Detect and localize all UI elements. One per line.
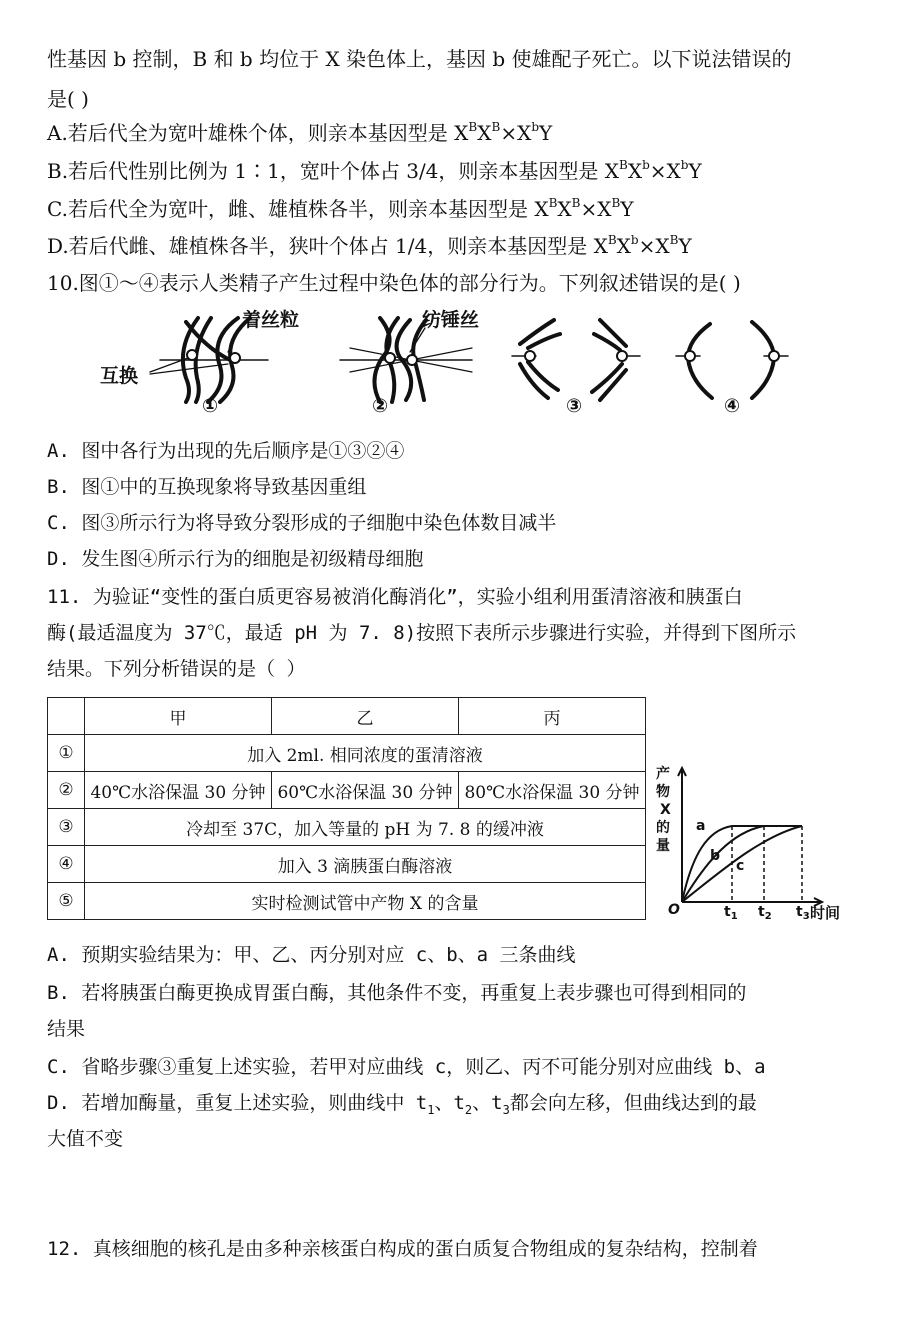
table-row: [48, 735, 646, 772]
y-axis-label-char: 物: [656, 784, 670, 800]
table-row: [48, 846, 646, 883]
q10-option-b: B. 图①中的互换现象将导致基因重组: [47, 476, 367, 498]
step-text: 加入 2ml. 相同浓度的蛋清溶液: [85, 735, 646, 772]
label-centromere: 着丝粒: [242, 309, 300, 331]
label-spindle: 纺锤丝: [422, 309, 480, 331]
step-cell-jia: 40℃水浴保温 30 分钟: [85, 772, 272, 809]
product-amount-graph: [652, 760, 852, 930]
panel-label-3: ③: [566, 395, 583, 417]
x-axis-label: 时间: [810, 904, 841, 922]
table-header-cell: 甲: [85, 698, 272, 735]
q11-option-a: A. 预期实验结果为：甲、乙、丙分别对应 c、b、a 三条曲线: [47, 944, 576, 966]
table-header-row: [48, 698, 646, 735]
y-axis-label-char: 的: [656, 820, 670, 836]
table-header-cell: 丙: [459, 698, 646, 735]
q10-stem: 10.图①～④表示人类精子产生过程中染色体的部分行为。下列叙述错误的是( ): [47, 271, 741, 295]
curve-label-b: b: [710, 848, 721, 864]
tick-t2: $t_2$: [758, 904, 772, 922]
step-cell-yi: 60℃水浴保温 30 分钟: [272, 772, 459, 809]
step-text: 实时检测试管中产物 X 的含量: [85, 883, 646, 920]
q10-option-d: D. 发生图④所示行为的细胞是初级精母细胞: [47, 548, 424, 570]
y-axis-label-char: X: [660, 802, 671, 818]
q9-option-c: C.若后代全为宽叶，雌、雄植株各半，则亲本基因型是 $X^BX^B\times X^BY$: [47, 196, 634, 221]
q11-stem-line-2: 酶(最适温度为 37℃，最适 pH 为 7. 8)按照下表所示步骤进行实验，并得到下图所示: [47, 622, 797, 644]
panel-4-separation-drawing: [676, 322, 788, 398]
q11-option-b-line-2: 结果: [47, 1018, 86, 1040]
q11-stem-line-1: 11. 为验证“变性的蛋白质更容易被消化酶消化”，实验小组利用蛋清溶液和胰蛋白: [47, 586, 743, 608]
table-header-cell: 乙: [272, 698, 459, 735]
step-number: ⑤: [48, 883, 85, 920]
step-text: 冷却至 37C，加入等量的 pH 为 7. 8 的缓冲液: [85, 809, 646, 846]
curve-label-a: a: [696, 818, 706, 834]
table-row: [48, 809, 646, 846]
y-axis-label-char: 产: [656, 766, 670, 782]
step-cell-bing: 80℃水浴保温 30 分钟: [459, 772, 646, 809]
step-number: ④: [48, 846, 85, 883]
q9-option-a: A.若后代全为宽叶雄株个体，则亲本基因型是 $X^BX^B\times X^bY$: [47, 120, 553, 145]
panel-label-2: ②: [372, 395, 389, 417]
q11-option-d-line-1: D. 若增加酶量，重复上述实验，则曲线中 $t_1$、$t_2$、$t_3$都会向左移，但曲线达到的最: [47, 1092, 757, 1117]
table-header-cell: [48, 698, 85, 735]
q9-stem-end: 是( ): [47, 87, 89, 111]
tick-t1: $t_1$: [724, 904, 738, 922]
experiment-steps-table: [47, 697, 646, 920]
q12-stem: 12. 真核细胞的核孔是由多种亲核蛋白构成的蛋白质复合物组成的复杂结构，控制着: [47, 1238, 758, 1260]
step-number: ②: [48, 772, 85, 809]
q10-option-c: C. 图③所示行为将导致分裂形成的子细胞中染色体数目减半: [47, 512, 557, 534]
q9-stem-continuation: 性基因 b 控制，B 和 b 均位于 X 染色体上，基因 b 使雄配子死亡。以下说法错误的: [47, 47, 792, 71]
q11-option-c: C. 省略步骤③重复上述实验，若甲对应曲线 c，则乙、丙不可能分别对应曲线 b、a: [47, 1056, 766, 1078]
tick-t3: $t_3$: [796, 904, 810, 922]
q9-option-d: D.若后代雌、雄植株各半，狭叶个体占 1/4，则亲本基因型是 $X^BX^b\times X^BY$: [47, 233, 692, 258]
curve-label-c: c: [736, 858, 745, 874]
y-axis-label-char: 量: [656, 838, 670, 854]
step-text: 加入 3 滴胰蛋白酶溶液: [85, 846, 646, 883]
step-number: ③: [48, 809, 85, 846]
chromosome-behavior-figure: [80, 300, 820, 420]
panel-label-1: ①: [202, 395, 219, 417]
q11-stem-line-3: 结果。下列分析错误的是（ ）: [47, 658, 306, 680]
step-number: ①: [48, 735, 85, 772]
panel-label-4: ④: [724, 395, 741, 417]
q10-option-a: A. 图中各行为出现的先后顺序是①③②④: [47, 440, 405, 462]
q11-option-d-line-2: 大值不变: [47, 1128, 124, 1150]
origin-label: O: [668, 902, 680, 918]
table-row: [48, 772, 646, 809]
label-crossover: 互换: [100, 365, 139, 387]
q9-option-b: B.若后代性别比例为 1∶1，宽叶个体占 3/4，则亲本基因型是 $X^BX^b\times X^bY$: [47, 158, 702, 183]
panel-3-anaphase-drawing: [512, 320, 640, 400]
table-row: [48, 883, 646, 920]
q11-option-b-line-1: B. 若将胰蛋白酶更换成胃蛋白酶，其他条件不变，再重复上表步骤也可得到相同的: [47, 982, 747, 1004]
